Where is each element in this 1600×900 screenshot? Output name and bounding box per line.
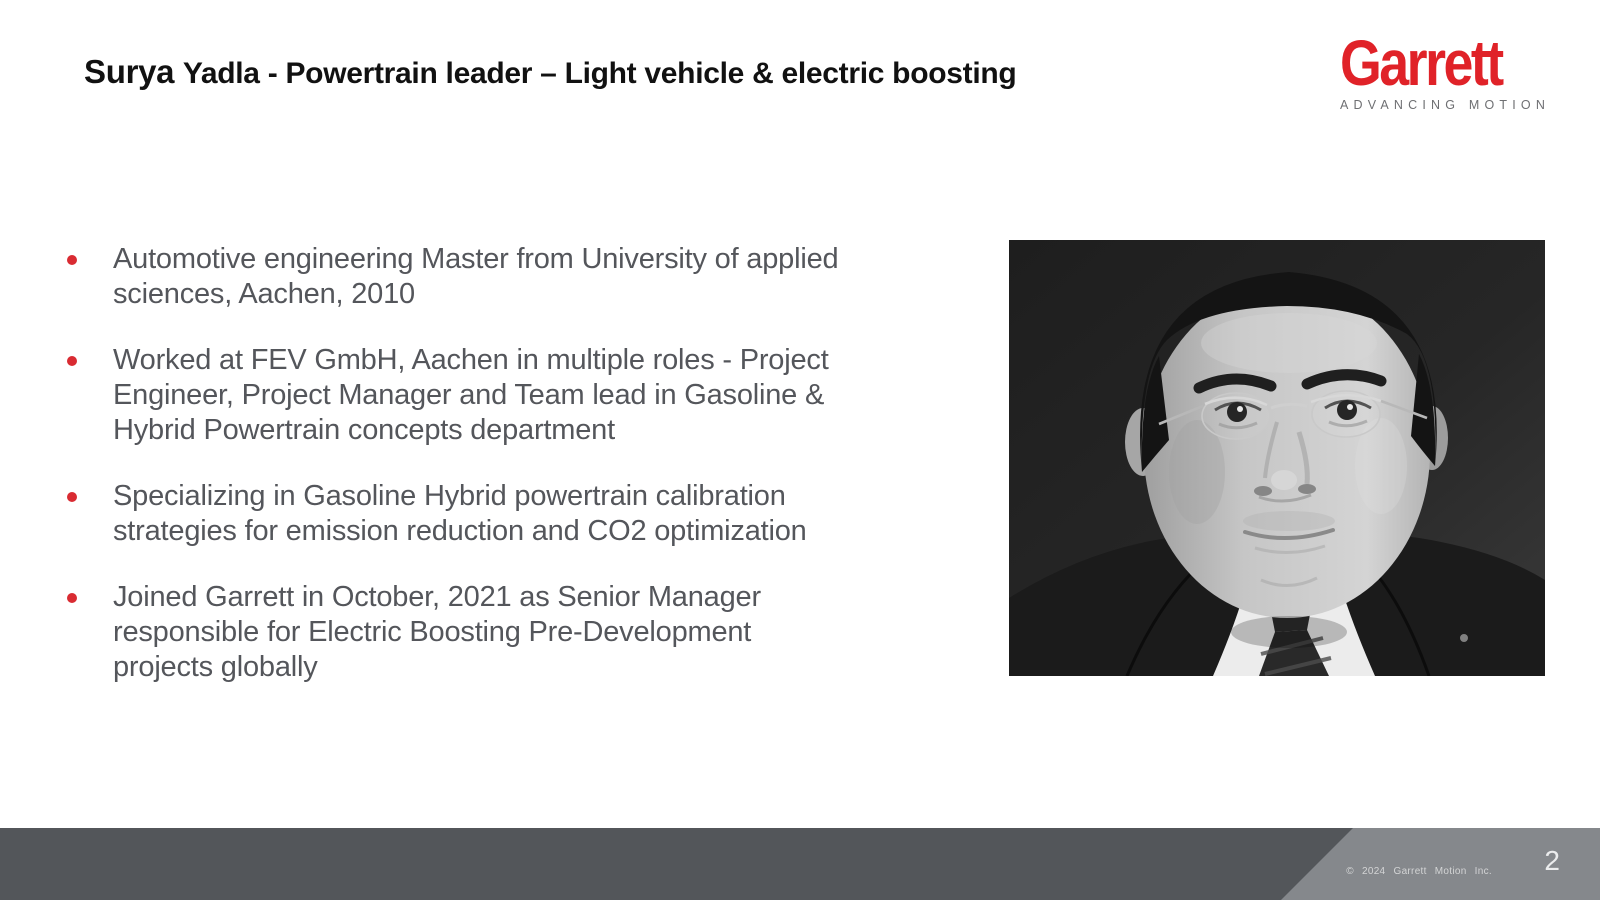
bullet-item-education (64, 242, 944, 312)
bullet-marker-icon (67, 593, 77, 603)
bullet-item-specialization (64, 479, 944, 549)
footer-dark-shape (0, 828, 1600, 900)
page-number: 2 (1544, 845, 1560, 876)
bullet-line: Worked at FEV GmbH, Aachen in multiple roles - Project (113, 344, 829, 376)
bullet-line: strategies for emission reduction and CO2 optimization (113, 515, 807, 547)
bullet-line: responsible for Electric Boosting Pre-Development (113, 616, 752, 648)
bullet-item-fev-experience (64, 343, 944, 448)
bullet-item-garrett-role (64, 580, 944, 685)
bullet-line: Automotive engineering Master from University of applied (113, 243, 839, 275)
bullet-line: projects globally (113, 651, 318, 683)
bullet-marker-icon (67, 356, 77, 366)
portrait-photo-drawing (1009, 240, 1545, 676)
title-role: Yadla - Powertrain leader – Light vehicle & electric boosting (182, 57, 1017, 90)
garrett-tagline: ADVANCING MOTION (1340, 98, 1551, 113)
bullet-line: Specializing in Gasoline Hybrid powertrain calibration (113, 480, 786, 512)
bullet-line: Engineer, Project Manager and Team lead in Gasoline & (113, 379, 825, 411)
portrait-photo (1009, 240, 1545, 676)
title-name: Surya (84, 53, 175, 90)
bullet-marker-icon (67, 255, 77, 265)
garrett-wordmark: Garrett (1340, 27, 1502, 99)
bio-bullet-list (64, 242, 944, 716)
bullet-line: Hybrid Powertrain concepts department (113, 414, 615, 446)
footer-bar (0, 828, 1600, 900)
slide-title (84, 53, 1016, 91)
garrett-logo (1340, 27, 1560, 113)
copyright-text: © 2024 Garrett Motion Inc. (1346, 866, 1492, 877)
bullet-marker-icon (67, 492, 77, 502)
bullet-line: sciences, Aachen, 2010 (113, 278, 415, 310)
bullet-line: Joined Garrett in October, 2021 as Senior Manager (113, 581, 761, 613)
